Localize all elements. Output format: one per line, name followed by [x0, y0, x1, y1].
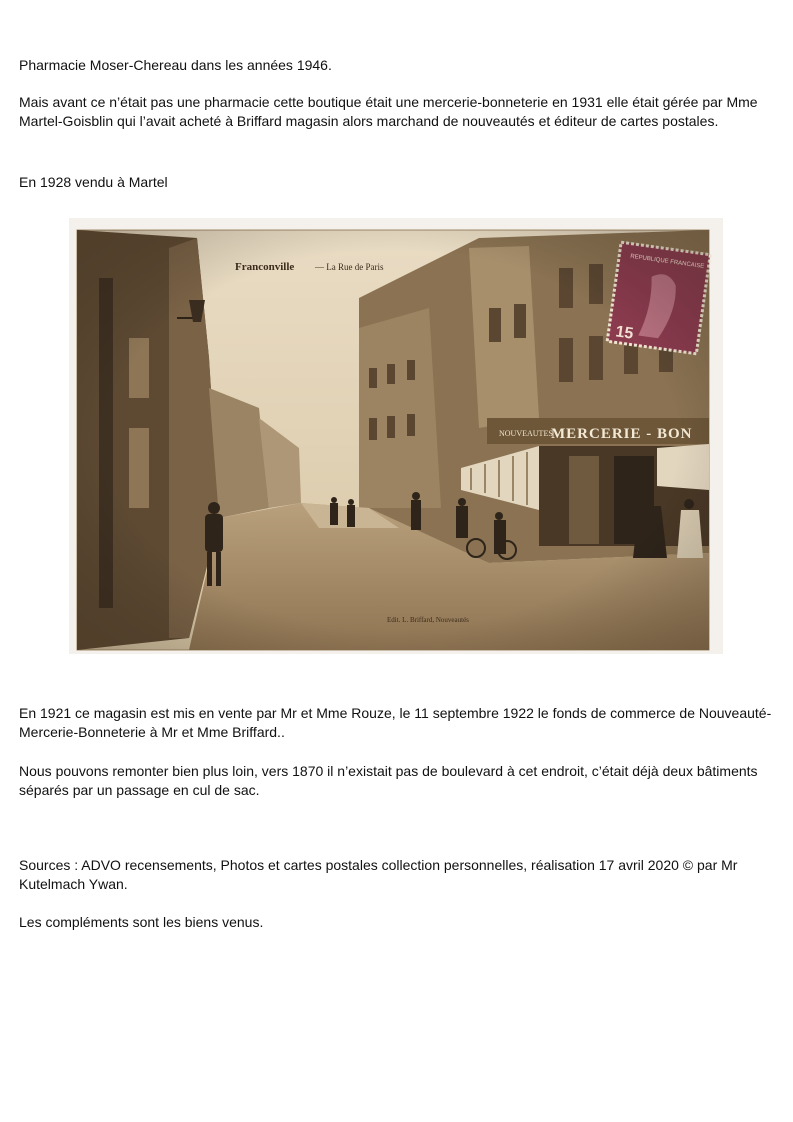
- intro-paragraph: Pharmacie Moser-Chereau dans les années 1946.: [19, 57, 332, 73]
- sale-1928-paragraph: En 1928 vendu à Martel: [19, 174, 168, 190]
- history-paragraph: Mais avant ce n’était pas une pharmacie cette boutique était une mercerie-bonneterie en 1931 elle était gérée par Mme Martel-Goisblin qui l’avait acheté à Briffard magasin alors marchand de nouveautés et éditeur de cartes postales.: [19, 94, 758, 129]
- sources-paragraph: Sources : ADVO recensements, Photos et cartes postales collection personnelles, réalisation 17 avril 2020 © par Mr Kutelmach Ywan.: [19, 857, 738, 892]
- sale-1921-paragraph: En 1921 ce magasin est mis en vente par Mr et Mme Rouze, le 11 septembre 1922 le fonds de commerce de Nouveauté-Mercerie-Bonneterie à Mr et Mme Briffard..: [19, 705, 772, 740]
- postcard-image: [69, 218, 723, 654]
- closing-paragraph: Les compléments sont les biens venus.: [19, 914, 264, 930]
- history-1870-paragraph: Nous pouvons remonter bien plus loin, vers 1870 il n’existait pas de boulevard à cet endroit, c’était déjà deux bâtiments séparés par un passage en cul de sac.: [19, 763, 758, 798]
